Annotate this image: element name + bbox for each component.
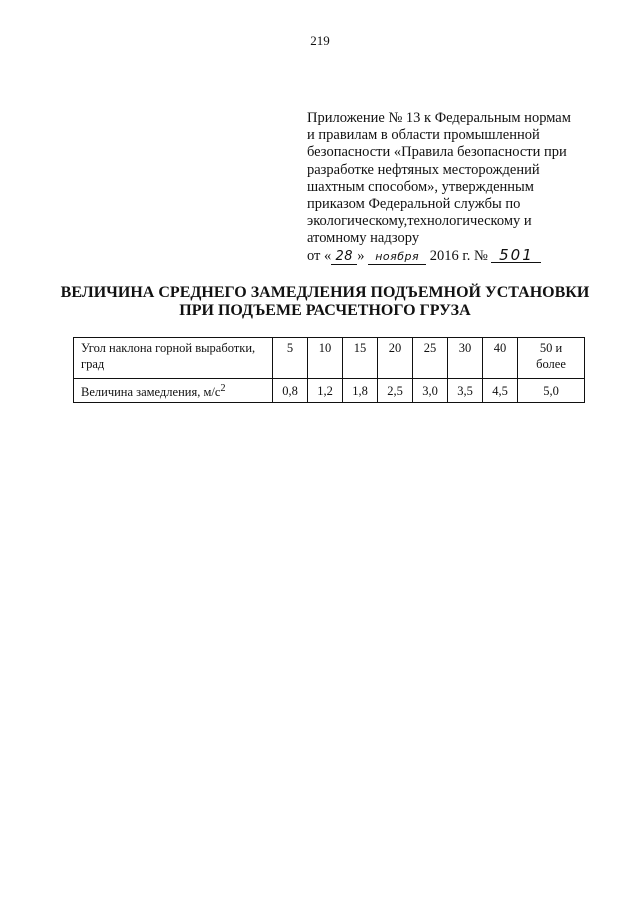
appendix-line: атомному надзору xyxy=(307,230,420,247)
document-title xyxy=(60,284,590,320)
row-label-angle: Угол наклона горной выработки, град xyxy=(74,338,273,379)
table-cell: 20 xyxy=(378,338,413,379)
table-row xyxy=(74,379,585,403)
table-cell: 15 xyxy=(343,338,378,379)
table-cell: 0,8 xyxy=(273,379,308,403)
table-row xyxy=(74,338,585,379)
table-cell: 25 xyxy=(413,338,448,379)
appendix-line: разработке нефтяных месторождений xyxy=(307,161,540,178)
row-label-text: Величина замедления, м/с xyxy=(81,385,221,400)
table-cell: 40 xyxy=(483,338,518,379)
order-date-line xyxy=(307,245,607,265)
order-number-handwritten: 501 xyxy=(491,248,541,263)
appendix-line: Приложение № 13 к Федеральным нормам xyxy=(307,110,571,126)
table-cell: 1,2 xyxy=(308,379,343,403)
table-cell: 5,0 xyxy=(518,379,585,403)
appendix-line: экологическому,технологическому и xyxy=(307,213,532,230)
table-cell: 1,8 xyxy=(343,379,378,403)
deceleration-table xyxy=(73,337,585,403)
table-cell: 10 xyxy=(308,338,343,379)
table-cell: 3,5 xyxy=(448,379,483,403)
table-cell-last xyxy=(518,338,585,379)
appendix-header xyxy=(307,110,607,265)
date-day-handwritten: 28 xyxy=(331,250,357,265)
appendix-line: шахтным способом», утвержденным xyxy=(307,178,534,195)
title-line-1: ВЕЛИЧИНА СРЕДНЕГО ЗАМЕДЛЕНИЯ ПОДЪЕМНОЙ УСТАНОВКИ xyxy=(60,284,590,301)
table-cell: 30 xyxy=(448,338,483,379)
page-number: 219 xyxy=(310,33,330,48)
table-cell: 4,5 xyxy=(483,379,518,403)
appendix-line: безопасности «Правила безопасности при xyxy=(307,144,567,161)
table-cell: 5 xyxy=(273,338,308,379)
appendix-line: и правилам в области промышленной xyxy=(307,127,540,144)
date-prefix: от « xyxy=(307,247,332,264)
appendix-line: приказом Федеральной службы по xyxy=(307,196,521,213)
last-cell-line-1: 50 и xyxy=(539,341,563,355)
unit-superscript: 2 xyxy=(220,383,226,394)
table-cell: 2,5 xyxy=(378,379,413,403)
last-cell-line-2: более xyxy=(536,357,566,371)
title-line-2: ПРИ ПОДЪЕМЕ РАСЧЕТНОГО ГРУЗА xyxy=(179,302,471,319)
date-quote-close: » xyxy=(357,247,365,264)
table-cell: 3,0 xyxy=(413,379,448,403)
date-year: 2016 г. № xyxy=(429,247,488,264)
date-month-handwritten: ноября xyxy=(368,250,426,265)
row-label-deceleration xyxy=(74,379,273,403)
